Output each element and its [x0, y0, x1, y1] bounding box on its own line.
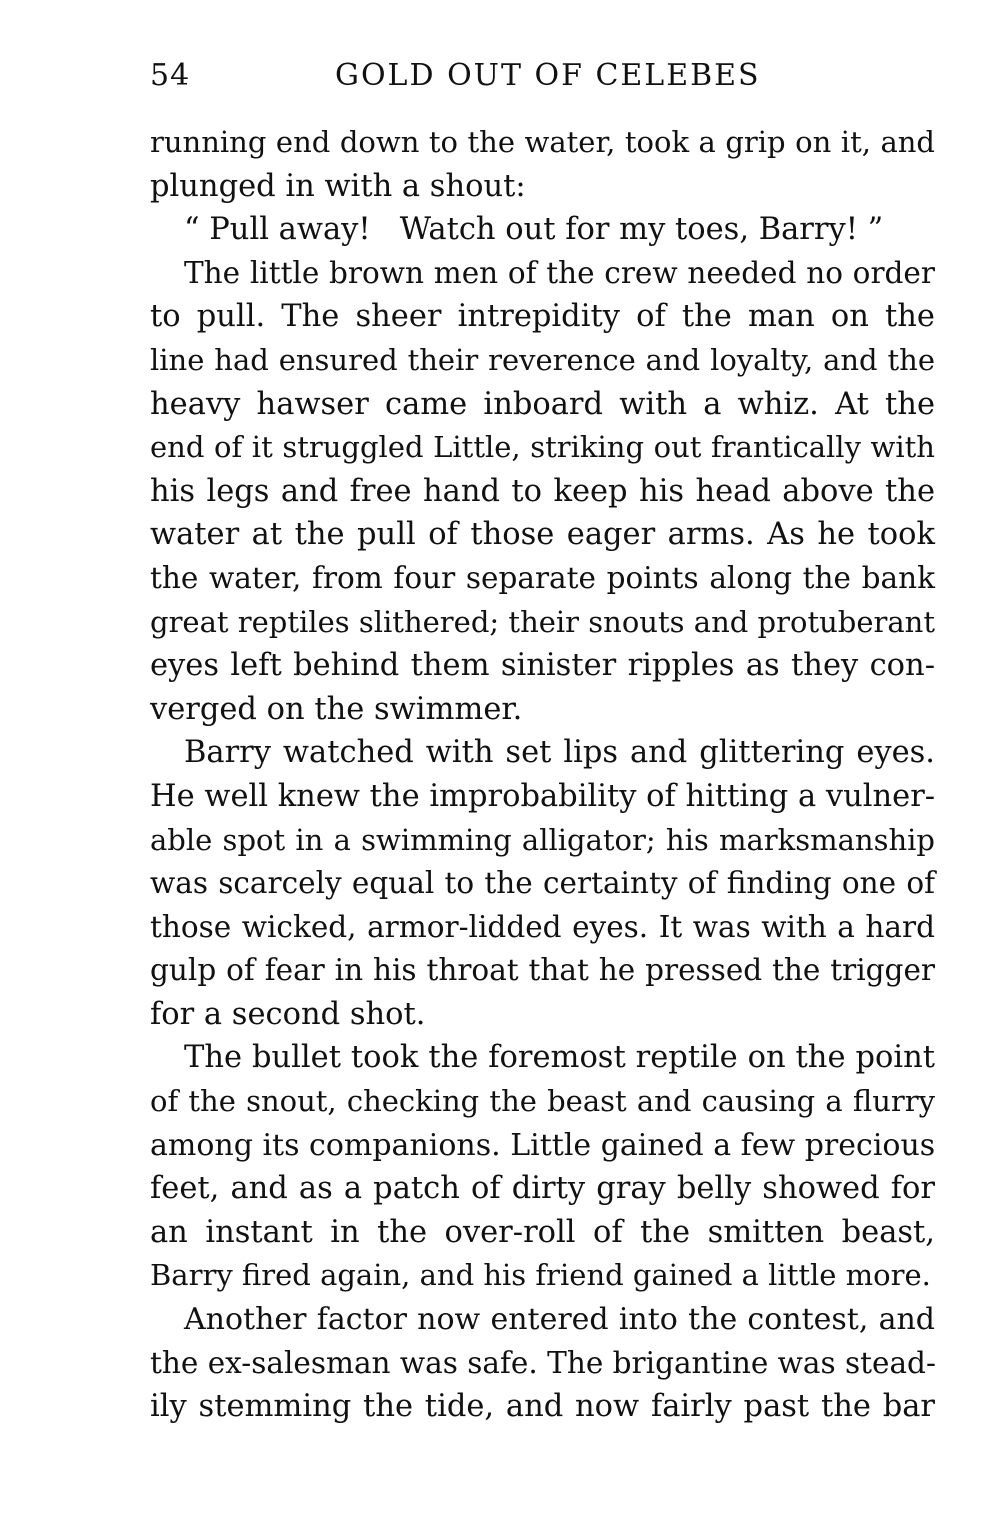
text-line: plunged in with a shout:: [150, 168, 526, 204]
page-number: 54: [150, 58, 191, 93]
text-line: his legs and free hand to keep his head above the: [150, 473, 935, 509]
paragraph: [150, 252, 935, 732]
text-line: Barry fired again, and his friend gained a little more.: [150, 1258, 931, 1293]
text-line: those wicked, armor-lidded eyes. It was with a hard: [150, 909, 935, 944]
text-line: great reptiles slithered; their snouts and protuberant: [150, 604, 935, 639]
text-line: water at the pull of those eager arms. As he took: [150, 517, 935, 553]
text-line: gulp of fear in his throat that he pressed the trigger: [150, 953, 935, 988]
text-line: an instant in the over-roll of the smitten beast,: [150, 1214, 935, 1250]
text-line: of the snout, checking the beast and causing a flurry: [150, 1084, 935, 1119]
text-line: was scarcely equal to the certainty of finding one of: [150, 866, 935, 901]
text-line: “ Pull away! Watch out for my toes, Barry! ”: [184, 212, 884, 248]
paragraph: [150, 731, 935, 1036]
text-line: heavy hawser came inboard with a whiz. At the: [150, 386, 935, 422]
paragraph: [150, 1298, 935, 1429]
paragraph: [150, 121, 935, 208]
text-line: Another factor now entered into the contest, and: [184, 1302, 935, 1338]
text-line: Barry watched with set lips and glittering eyes.: [184, 735, 935, 771]
text-line: end of it struggled Little, striking out frantically with: [150, 430, 935, 465]
text-line: The bullet took the foremost reptile on the point: [184, 1040, 935, 1076]
text-line: eyes left behind them sinister ripples as they con-: [150, 648, 935, 684]
running-title: GOLD OUT OF CELEBES: [335, 58, 761, 93]
text-line: ily stemming the tide, and now fairly past the bar: [150, 1389, 935, 1425]
text-line: to pull. The sheer intrepidity of the man on the: [150, 299, 935, 335]
text-line: line had ensured their reverence and loyalty, and the: [150, 342, 935, 377]
paragraph: [150, 1036, 935, 1298]
text-line: He well knew the improbability of hitting a vulner-: [150, 778, 936, 814]
text-line: able spot in a swimming alligator; his marksmanship: [150, 822, 935, 857]
text-line: verged on the swimmer.: [150, 691, 523, 727]
text-line: the ex-salesman was safe. The brigantine was stead-: [150, 1345, 936, 1380]
text-line: feet, and as a patch of dirty gray belly showed for: [150, 1171, 935, 1207]
body-text: [150, 121, 935, 1429]
text-line: running end down to the water, took a grip on it, and: [150, 125, 935, 159]
text-line: The little brown men of the crew needed no order: [184, 255, 935, 290]
text-line: the water, from four separate points along the bank: [150, 560, 935, 595]
paragraph: [150, 208, 935, 252]
text-line: for a second shot.: [150, 996, 426, 1032]
page-header: [150, 58, 930, 102]
text-line: among its companions. Little gained a few precious: [150, 1127, 936, 1163]
